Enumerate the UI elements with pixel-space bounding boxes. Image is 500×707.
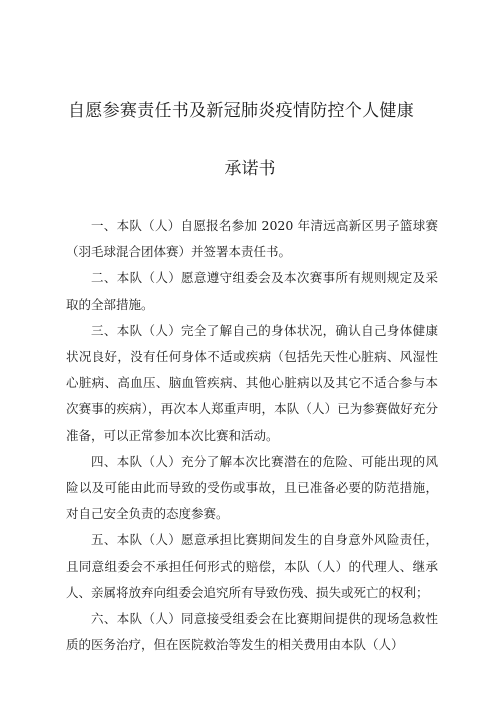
paragraph-6: 六、本队（人）同意接受组委会在比赛期间提供的现场急救性质的医务治疗，但在医院救治等发生的相关费用由本队（人）	[66, 611, 438, 653]
document-subtitle: 承诺书	[224, 159, 276, 179]
paragraph-2: 二、本队（人）愿意遵守组委会及本次赛事所有规则规定及采取的全部措施。	[66, 270, 438, 312]
document-body	[66, 213, 438, 658]
paragraph-3: 三、本队（人）完全了解自己的身体状况，确认自己身体健康状况良好，没有任何身体不适或疾病（包括先天性心脏病、风湿性心脏病、高血压、脑血管疾病、其他心脏病以及其它不适合参与本次赛事的疾病），再次本人郑重声明，本队（人）已为参赛做好充分准备，可以正常参加本次比赛和活动。	[66, 322, 438, 443]
paragraph-4: 四、本队（人）充分了解本次比赛潜在的危险、可能出现的风险以及可能由此而导致的受伤或事故，且已准备必要的防范措施，对自己安全负责的态度参赛。	[66, 453, 438, 522]
paragraph-5: 五、本队（人）愿意承担比赛期间发生的自身意外风险责任，且同意组委会不承担任何形式的赔偿，本队（人）的代理人、继承人、亲属将放弃向组委会追究所有导致伤残、损失或死亡的权利；	[66, 532, 438, 600]
paragraph-1: 一、本队（人）自愿报名参加 2020 年清远高新区男子篮球赛（羽毛球混合团体赛）并签署本责任书。	[66, 218, 438, 260]
document-title: 自愿参赛责任书及新冠肺炎疫情防控个人健康	[68, 101, 414, 121]
